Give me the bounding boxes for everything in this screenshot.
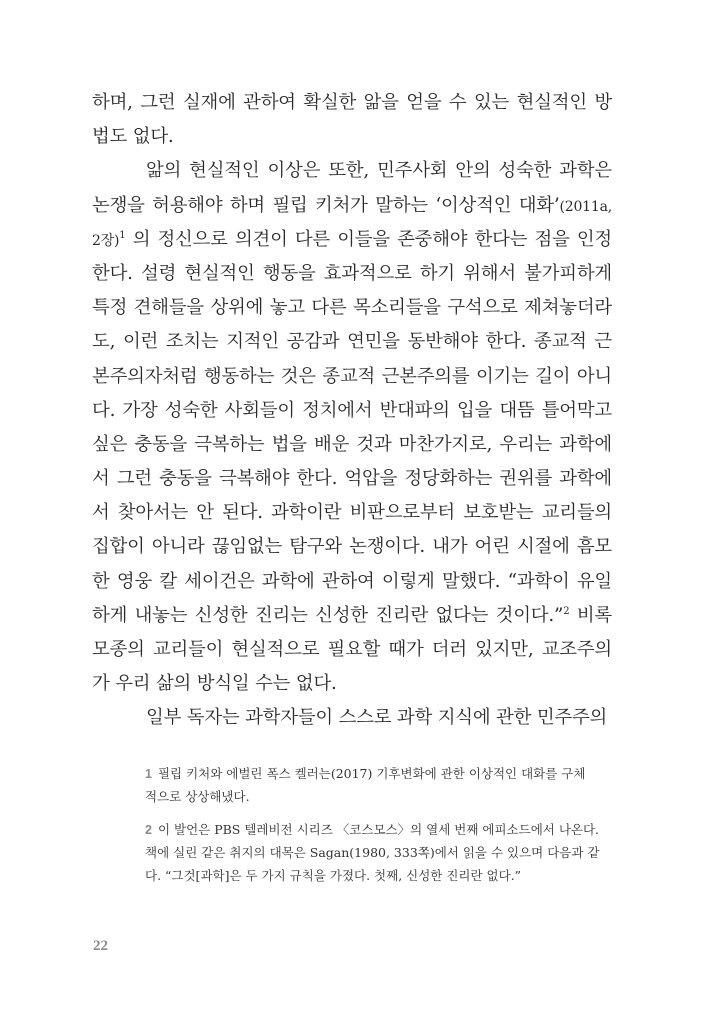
text-line (92, 599, 612, 633)
text-line: 가 우리 삶의 방식일 수는 없다. (92, 673, 337, 695)
text-line: 서 그런 충동을 극복해야 한다. 억압을 정당화하는 권위를 과학에 (92, 468, 612, 490)
footnote-number: 2 (145, 823, 152, 837)
footnote-text: 필립 키처와 에벌린 폭스 켈러는(2017) 기후변화에 관한 이상적인 대화를 구체 (157, 766, 586, 781)
footnote-ref-1[interactable]: 1 (119, 229, 126, 241)
citation: (2011a, (559, 198, 612, 215)
footnote-line (145, 818, 600, 841)
citation: 2장) (92, 232, 120, 249)
footnote-number: 1 (145, 767, 152, 781)
text-span: 논쟁을 허용해야 하며 필립 키처가 말하는 ‘이상적인 대화’ (92, 194, 560, 216)
body-text (92, 86, 612, 736)
footnote-1 (145, 762, 585, 808)
text-line: 한다. 설령 현실적인 행동을 효과적으로 하기 위해서 불가피하게 (92, 262, 612, 284)
paragraph-start-line: 일부 독자는 과학자들이 스스로 과학 지식에 관한 민주주의 (146, 707, 608, 729)
footnotes (145, 762, 600, 897)
text-line: 본주의자처럼 행동하는 것은 종교적 근본주의를 이기는 길이 아니 (92, 365, 612, 387)
text-line: 하며, 그런 실재에 관하여 확실한 앎을 얻을 수 있는 현실적인 방 (92, 92, 612, 113)
footnote-line (145, 762, 585, 785)
text-line: 도, 이런 조치는 지적인 공감과 연민을 동반해야 한다. 종교적 근 (92, 331, 612, 353)
text-line: 한 영웅 칼 세이건은 과학에 관하여 이렇게 말했다. “과학이 유일 (92, 570, 612, 592)
text-span: 하게 내놓는 신성한 진리는 신성한 진리란 없다는 것이다.” (92, 604, 564, 626)
text-span: 비록 (569, 604, 613, 626)
footnote-text: 이 발언은 PBS 텔레비전 시리즈 〈코스모스〉의 열세 번째 에피소드에서 나온다. (157, 822, 600, 837)
page-number: 22 (93, 938, 108, 954)
paragraph-start-line: 앎의 현실적인 이상은 또한, 민주사회 안의 성숙한 과학은 (146, 160, 612, 182)
text-line: 다. 가장 성숙한 사회들이 정치에서 반대파의 입을 대뜸 틀어막고 (92, 399, 612, 421)
text-line: 서 찾아서는 안 된다. 과학이란 비판으로부터 보호받는 교리들의 (92, 502, 612, 524)
footnote-line: 다. “그것[과학]은 두 가지 규칙을 가졌다. 첫째, 신성한 진리란 없다.” (145, 868, 522, 883)
footnote-2 (145, 818, 600, 887)
text-line: 법도 없다. (92, 126, 174, 148)
text-line: 특정 견해들을 상위에 놓고 다른 목소리들을 구석으로 제쳐놓더라 (92, 297, 612, 319)
footnote-line: 책에 실린 같은 취지의 대목은 Sagan(1980, 333쪽)에서 읽을 수 있으며 다음과 같 (145, 845, 600, 860)
text-line (92, 223, 612, 257)
text-line: 싶은 충동을 극복하는 법을 배운 것과 마찬가지로, 우리는 과학에 (92, 433, 612, 455)
text-span: 의 정신으로 의견이 다른 이들을 존중해야 한다는 점을 인정 (132, 228, 612, 250)
text-line: 모종의 교리들이 현실적으로 필요할 때가 더러 있지만, 교조주의 (92, 639, 612, 660)
text-line (92, 189, 612, 223)
text-line: 집합이 아니라 끊임없는 탐구와 논쟁이다. 내가 어린 시절에 흠모 (92, 536, 612, 558)
footnote-ref-2[interactable]: 2 (563, 605, 570, 617)
footnote-line: 적으로 상상해냈다. (145, 789, 250, 804)
